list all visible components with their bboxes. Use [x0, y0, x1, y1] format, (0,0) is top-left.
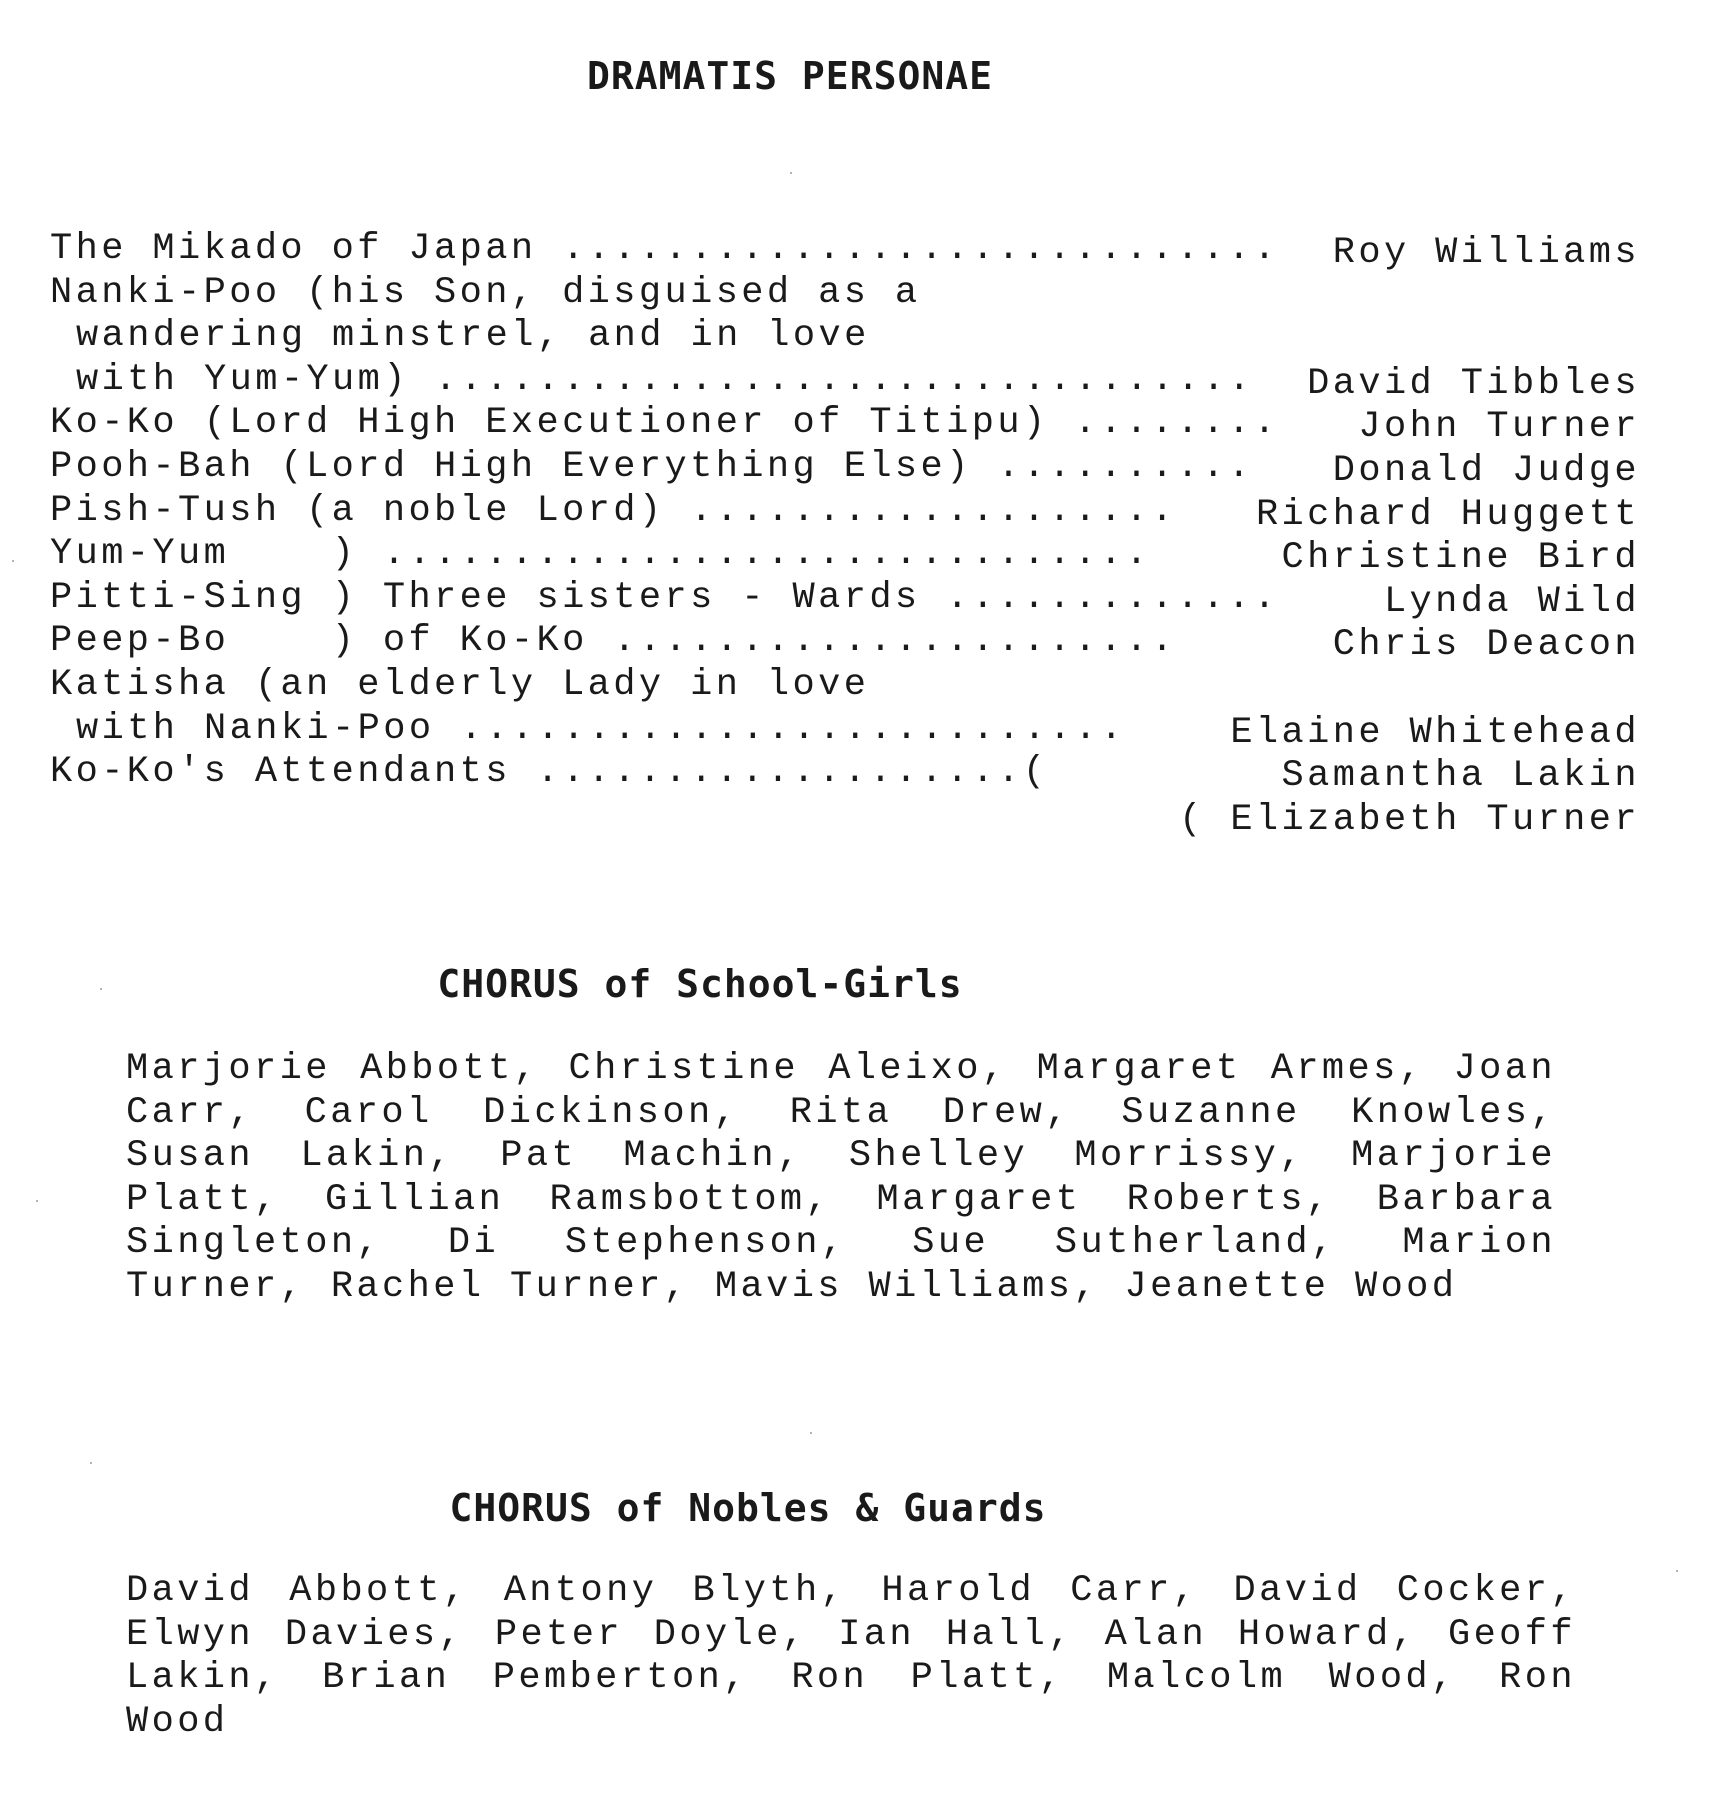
- cast-actor: David Tibbles: [1307, 362, 1640, 405]
- cast-line: [50, 751, 1640, 798]
- cast-actor: Samantha Lakin: [1281, 755, 1640, 798]
- cast-line: [50, 228, 1640, 272]
- cast-actor: Lynda Wild: [1383, 580, 1640, 623]
- cast-list: [50, 228, 1640, 841]
- cast-line: [50, 533, 1640, 580]
- scan-speck: [810, 1432, 812, 1434]
- scan-speck: [790, 172, 792, 174]
- cast-role: Peep-Bo ) of Ko-Ko ......................: [50, 620, 1177, 663]
- chorus-school-girls-heading: CHORUS of School-Girls: [437, 962, 963, 1006]
- cast-line: [50, 577, 1640, 621]
- cast-line: [50, 272, 1640, 316]
- cast-role: Yum-Yum ) ..............................: [50, 533, 1151, 576]
- cast-actor: Roy Williams: [1332, 232, 1640, 274]
- cast-actor: Elaine Whitehead: [1230, 711, 1640, 754]
- chorus-nobles-guards-list: David Abbott, Antony Blyth, Harold Carr, David Cocker, Elwyn Davies, Peter Doyle, Ian Hall, Alan Howard, Geoff Lakin, Brian Pemberton, Ron Platt, Malcolm Wood, Ron Wood: [126, 1570, 1576, 1743]
- cast-role: Ko-Ko (Lord High Executioner of Titipu) ........: [50, 402, 1279, 445]
- cast-line: [50, 402, 1640, 449]
- scan-speck: [1676, 1570, 1678, 1572]
- scan-speck: [100, 988, 102, 990]
- cast-role: Pitti-Sing ) Three sisters - Wards .............: [50, 576, 1279, 619]
- cast-role: wandering minstrel, and in love: [76, 315, 870, 358]
- cast-line: [50, 490, 1640, 534]
- cast-line: [50, 795, 1640, 839]
- dramatis-personae-heading: DRAMATIS PERSONAE: [587, 54, 993, 98]
- cast-line: [50, 446, 1640, 490]
- scan-speck: [90, 1462, 92, 1464]
- cast-actor: Richard Huggett: [1255, 493, 1640, 536]
- cast-role: with Yum-Yum) ................................: [76, 358, 1254, 401]
- cast-role: with Nanki-Poo ..........................: [76, 707, 1126, 750]
- cast-line: [50, 664, 1640, 708]
- cast-actor: ( Elizabeth Turner: [1179, 798, 1640, 841]
- scan-speck: [36, 1200, 38, 1202]
- cast-line: [50, 708, 1640, 752]
- cast-role: Pish-Tush (a noble Lord) ...................: [50, 489, 1177, 532]
- cast-actor: Christine Bird: [1281, 537, 1640, 580]
- cast-line: [50, 315, 1640, 359]
- cast-role: Nanki-Poo (his Son, disguised as a: [50, 271, 921, 314]
- cast-line: [50, 359, 1640, 403]
- cast-role: Ko-Ko's Attendants ...................(: [50, 751, 1049, 794]
- cast-role: Pooh-Bah (Lord High Everything Else) ..........: [50, 445, 1254, 488]
- chorus-school-girls-list: Marjorie Abbott, Christine Aleixo, Margaret Armes, Joan Carr, Carol Dickinson, Rita Drew, Suzanne Knowles, Susan Lakin, Pat Machin, Shelley Morrissy, Marjorie Platt, Gillian Ramsbottom, Margaret Roberts, Barbara Singleton, Di Stephenson, Sue Sutherland, Marion Turner, Rachel Turner, Mavis Williams, Jeanette Wood: [126, 1048, 1556, 1308]
- cast-actor: Chris Deacon: [1332, 624, 1640, 667]
- scan-speck: [12, 560, 14, 562]
- cast-role: The Mikado of Japan ............................: [50, 228, 1279, 270]
- cast-line: [50, 620, 1640, 667]
- cast-role: Katisha (an elderly Lady in love: [50, 663, 870, 706]
- cast-actor: Donald Judge: [1332, 449, 1640, 492]
- chorus-nobles-guards-heading: CHORUS of Nobles & Guards: [449, 1486, 1047, 1530]
- cast-actor: John Turner: [1358, 406, 1640, 449]
